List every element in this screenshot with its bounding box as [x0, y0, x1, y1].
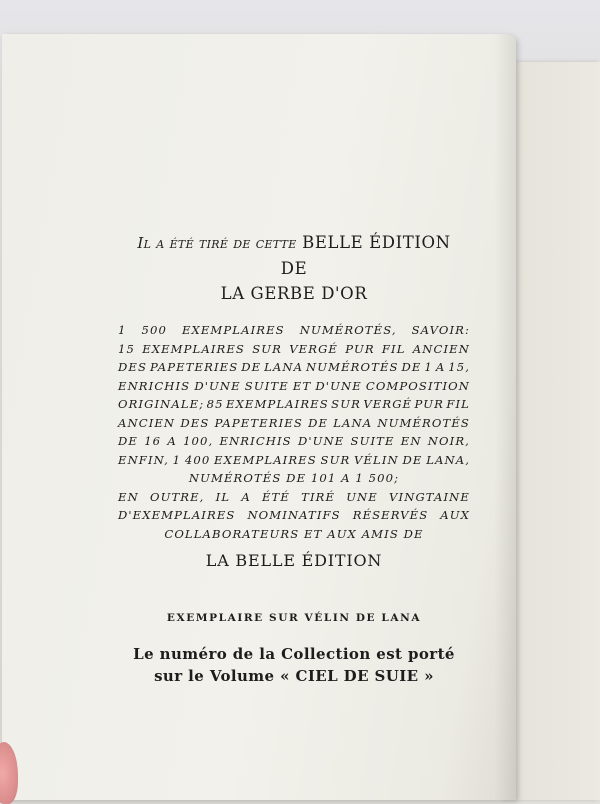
- print-run-word: 15: [118, 341, 135, 356]
- print-run-word: D'EXEMPLAIRES: [118, 508, 236, 522]
- print-run-word: ENRICHIS: [118, 378, 191, 393]
- print-run-word: PAPETERIES: [149, 360, 239, 374]
- print-run-word: ÉTÉ: [261, 489, 290, 504]
- heading-line-2: DE: [280, 259, 308, 278]
- print-run-line: [118, 340, 470, 359]
- copy-designation: EXEMPLAIRE SUR VÉLIN DE LANA: [166, 612, 422, 624]
- print-run-word: PUR: [345, 341, 375, 356]
- heading-edition-name: BELLE ÉDITION: [302, 233, 451, 252]
- print-run-word: DE: [241, 360, 262, 374]
- print-run-word: 1: [424, 360, 433, 374]
- print-run-word: NUMÉROTÉS: [306, 360, 399, 374]
- print-run-word: UNE: [346, 489, 378, 504]
- colophon-block: [118, 230, 470, 687]
- print-run-word: LANA: [264, 360, 304, 374]
- print-run-description: [118, 321, 470, 543]
- print-run-line: [118, 395, 470, 414]
- print-run-word: SUR: [252, 341, 282, 356]
- collection-note-line-2: sur le Volume « CIEL DE SUIE »: [154, 667, 434, 685]
- print-run-word: ANCIEN: [412, 341, 470, 356]
- collection-note-line-1: Le numéro de la Collection est porté: [133, 645, 455, 663]
- print-run-word: D'UNE: [194, 378, 241, 393]
- print-run-word: ANCIEN: [118, 415, 176, 430]
- heading-line-1: [118, 230, 470, 256]
- print-run-word: 1: [118, 323, 127, 337]
- print-run-word: RÉSERVÉS: [352, 508, 429, 522]
- print-run-word: A: [435, 360, 446, 374]
- print-run-line: [118, 451, 470, 470]
- print-run-line: [118, 377, 470, 396]
- print-run-word: D'UNE: [297, 434, 345, 448]
- print-run-line: NUMÉROTÉS DE 101 A 1 500;: [188, 471, 400, 485]
- collection-note: [118, 643, 470, 687]
- print-run-word: SUR: [320, 452, 351, 467]
- print-run-word: VERGÉ: [289, 341, 338, 356]
- print-run-word: D'UNE: [315, 378, 362, 393]
- print-run-word: SUR: [331, 397, 361, 411]
- print-run-word: 500: [141, 323, 167, 337]
- print-run-word: LANA,: [426, 452, 470, 467]
- print-run-word: DE: [401, 360, 422, 374]
- print-run-word: SUITE: [244, 378, 289, 393]
- print-run-line: [118, 414, 470, 433]
- print-run-line: [118, 506, 470, 525]
- print-run-word: ENRICHIS: [219, 434, 292, 448]
- print-run-word: TIRÉ: [301, 489, 336, 504]
- print-run-word: NOIR,: [427, 434, 470, 448]
- print-run-word: EXEMPLAIRES: [142, 341, 245, 356]
- print-run-word: AUX: [440, 508, 470, 522]
- print-run-word: PUR: [414, 397, 444, 411]
- print-run-word: NUMÉROTÉS,: [299, 323, 397, 337]
- print-run-word: DES: [180, 415, 210, 430]
- print-run-word: DE: [402, 452, 423, 467]
- print-run-word: DE: [118, 434, 138, 448]
- heading-intro: Il a été tiré de cette: [137, 234, 297, 252]
- print-run-word: EN: [400, 434, 422, 448]
- print-run-word: SAVOIR:: [411, 323, 470, 337]
- heading-collection-title: LA GERBE D'OR: [220, 284, 368, 303]
- print-run-word: A: [167, 434, 177, 448]
- print-run-word: 1: [172, 452, 182, 467]
- print-run-word: 400: [184, 452, 211, 467]
- print-run-word: DE: [308, 415, 329, 430]
- print-run-word: 15,: [448, 360, 470, 374]
- print-run-word: EN: [118, 489, 139, 504]
- print-run-word: ET: [292, 378, 312, 393]
- print-run-word: EXEMPLAIRES: [226, 397, 329, 411]
- print-run-word: ENFIN,: [118, 452, 169, 467]
- print-run-word: VINGTAINE: [389, 489, 470, 504]
- print-run-line: COLLABORATEURS ET AUX AMIS DE: [164, 526, 424, 541]
- print-run-word: EXEMPLAIRES: [181, 323, 285, 337]
- print-run-word: DES: [118, 360, 148, 374]
- print-run-line: [118, 321, 470, 340]
- print-run-word: A: [241, 489, 251, 504]
- print-run-line: [118, 358, 470, 377]
- publisher-name: LA BELLE ÉDITION: [205, 551, 383, 570]
- print-run-word: 85: [206, 397, 224, 411]
- print-run-word: VERGÉ: [363, 397, 413, 411]
- page-gutter-shadow: [494, 34, 516, 800]
- print-run-word: COMPOSITION: [365, 378, 470, 393]
- print-run-word: FIL: [381, 341, 406, 356]
- print-run-word: VÉLIN: [354, 452, 399, 467]
- print-run-word: PAPETERIES: [214, 415, 303, 430]
- adjacent-page-edge: [505, 62, 600, 800]
- print-run-word: ORIGINALE;: [118, 397, 205, 411]
- print-run-word: SUITE: [350, 434, 395, 448]
- print-run-word: IL: [215, 489, 231, 504]
- print-run-word: OUTRE,: [149, 489, 205, 504]
- print-run-word: 16: [144, 434, 162, 448]
- print-run-word: FIL: [446, 397, 470, 411]
- print-run-word: LANA: [333, 415, 373, 430]
- print-run-line: [118, 432, 470, 451]
- print-run-word: EXEMPLAIRES: [214, 452, 317, 467]
- print-run-word: NOMINATIFS: [247, 508, 341, 522]
- print-run-word: 100,: [183, 434, 214, 448]
- print-run-line: [118, 488, 470, 507]
- print-run-word: NUMÉROTÉS: [377, 415, 470, 430]
